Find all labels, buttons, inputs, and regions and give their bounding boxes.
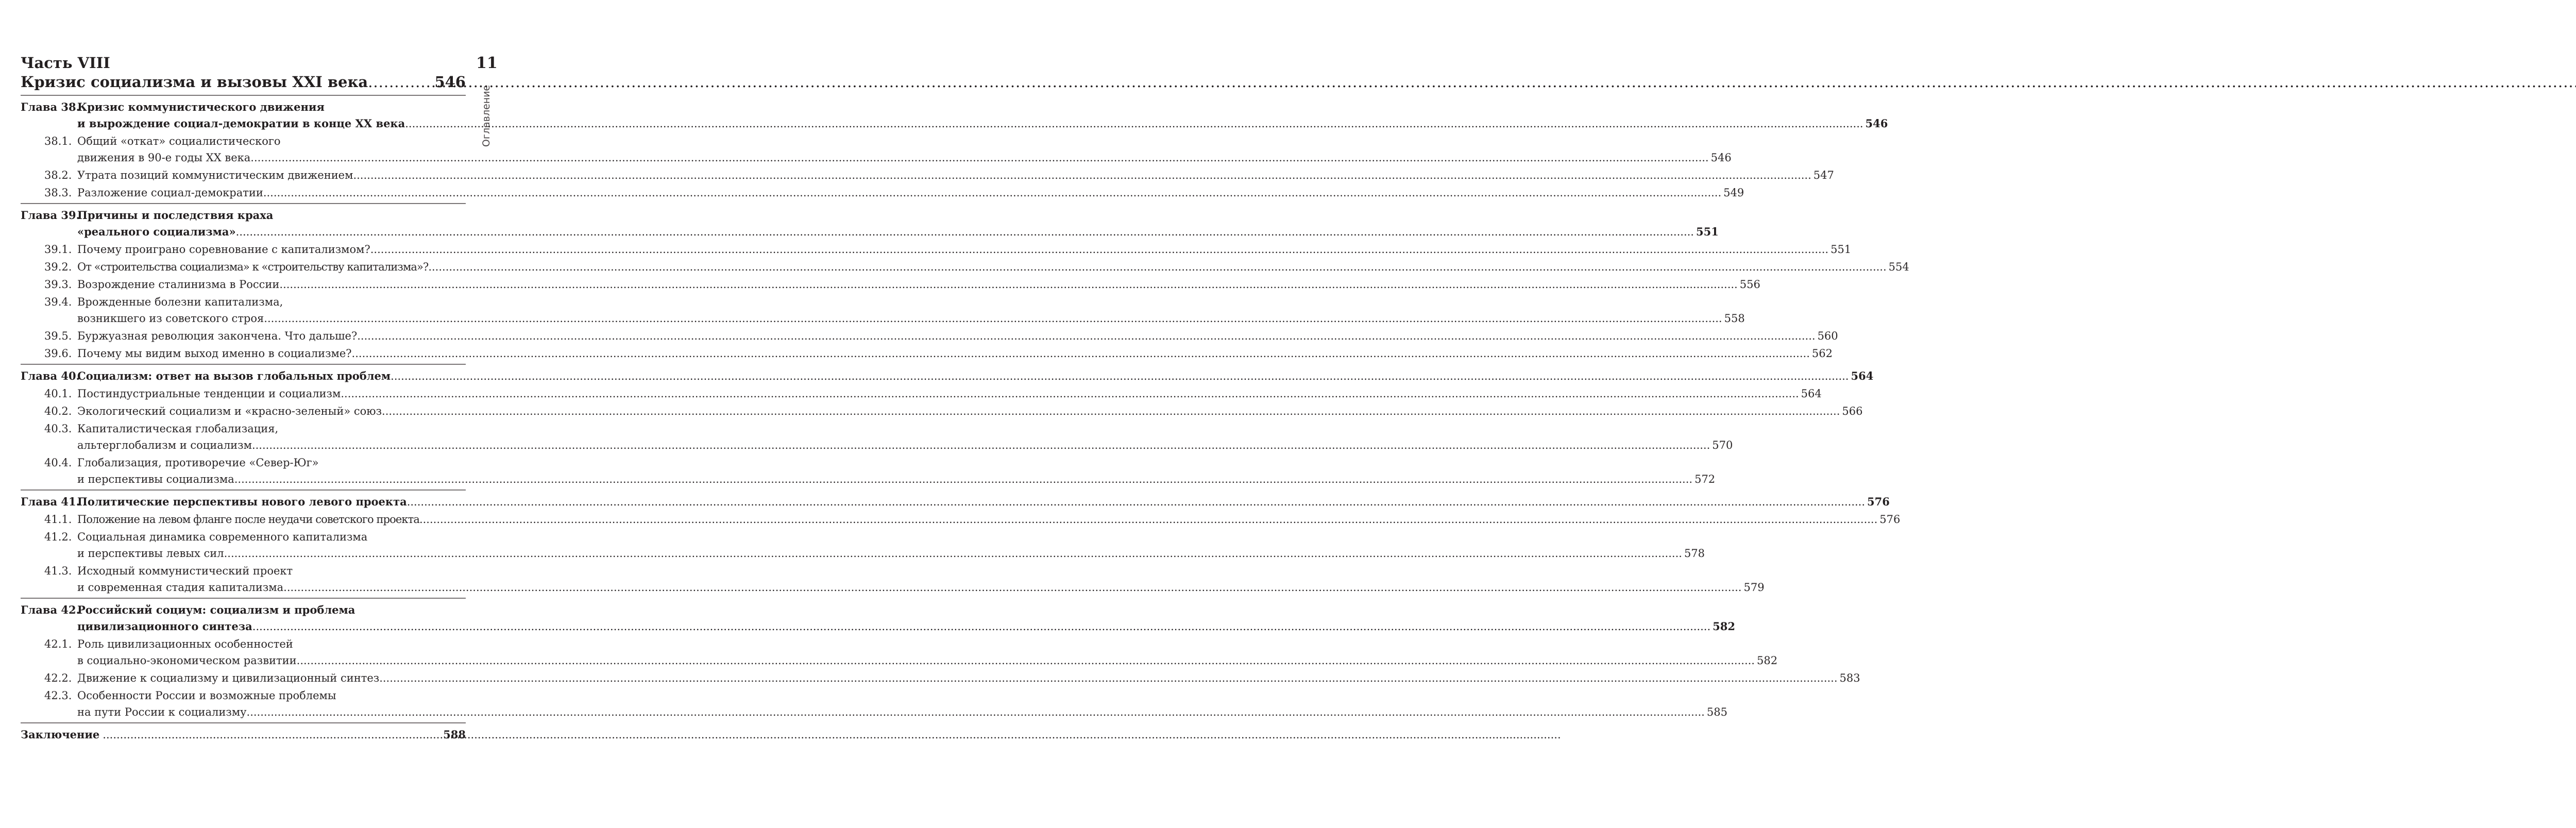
section-page: 583 <box>1839 672 1860 684</box>
chapter-page: 582 <box>1713 620 1735 633</box>
chapter-page: 576 <box>1867 495 1890 508</box>
section-page: 554 <box>1888 261 1909 273</box>
section-number: 39.6. <box>44 347 72 360</box>
chapter-title-line: Причины и последствия краха <box>77 209 274 222</box>
section-entry[interactable] <box>21 670 1860 686</box>
section-number: 39.2. <box>44 261 72 273</box>
chapter-page: 564 <box>1851 369 1874 382</box>
section-number: 40.4. <box>44 457 72 469</box>
section-entry[interactable] <box>21 276 1760 293</box>
section-title-line: Почему проиграно соревнование с капитализмом? <box>77 243 370 256</box>
section-number: 40.1. <box>44 387 72 400</box>
section-number: 42.1. <box>44 638 72 650</box>
section-page: 576 <box>1879 513 1901 526</box>
section-page: 566 <box>1842 405 1863 417</box>
chapter-page: 551 <box>1696 225 1719 238</box>
chapter-entry[interactable] <box>21 207 1719 240</box>
chapter-number: Глава 41. <box>21 495 80 508</box>
section-number: 39.5. <box>44 330 72 342</box>
section-title-line: Движение к социализму и цивилизационный синтез <box>77 672 380 684</box>
section-entry[interactable] <box>21 259 1909 275</box>
section-title-line: Разложение социал-демократии <box>77 187 263 199</box>
section-title-line: Утрата позиций коммунистическим движением <box>77 169 353 181</box>
chapter-41 <box>21 489 1901 598</box>
part-page: 546 <box>434 73 466 91</box>
section-page: 579 <box>1743 581 1765 594</box>
section-title-line: Положение на левом фланге после неудачи советского проекта <box>77 513 419 526</box>
dot-leader <box>419 511 1877 528</box>
section-page: 578 <box>1684 547 1705 560</box>
section-entry[interactable] <box>21 294 1745 327</box>
section-page: 564 <box>1801 387 1822 400</box>
section-page: 551 <box>1831 243 1852 256</box>
dot-leader <box>352 345 1810 362</box>
section-page: 572 <box>1694 473 1716 485</box>
dot-leader <box>99 726 441 743</box>
section-page: 549 <box>1723 187 1744 199</box>
section-entry[interactable] <box>21 511 1901 528</box>
dot-leader <box>224 545 1682 562</box>
dot-leader <box>250 149 1708 166</box>
section-title-line: Социальная динамика современного капитализма <box>77 531 368 543</box>
chapter-42 <box>21 598 1860 722</box>
section-number: 42.3. <box>44 689 72 702</box>
dot-leader <box>428 259 1886 275</box>
dot-leader <box>407 494 1865 510</box>
dot-leader <box>341 385 1799 402</box>
chapter-title-line: Социализм: ответ на вызов глобальных проблем <box>77 369 391 382</box>
dot-leader <box>368 72 433 92</box>
section-number: 40.3. <box>44 423 72 435</box>
chapter-page: 546 <box>1865 117 1888 130</box>
chapter-title-line: и вырождение социал-демократии в конце XX века <box>77 117 405 130</box>
chapter-number: Глава 39. <box>21 209 80 222</box>
section-title-line: движения в 90-е годы XX века <box>77 151 251 164</box>
section-title-line: на пути России к социализму <box>77 706 247 718</box>
chapter-40 <box>21 364 1874 489</box>
chapter-number: Глава 38. <box>21 100 80 113</box>
section-title-line: возникшего из советского строя <box>77 312 264 325</box>
chapter-title-line: Кризис коммунистического движения <box>77 100 325 113</box>
section-title-line: От «строительства социализма» к «строительству капитализма»? <box>77 261 429 273</box>
section-entry[interactable] <box>21 328 1838 344</box>
section-entry[interactable] <box>21 133 1732 166</box>
dot-leader <box>263 184 1721 201</box>
section-entry[interactable] <box>21 167 1834 183</box>
section-title-line: Почему мы видим выход именно в социализме? <box>77 347 352 360</box>
dot-leader <box>234 471 1692 487</box>
part-title-entry[interactable] <box>21 72 466 92</box>
section-entry[interactable] <box>21 345 1833 362</box>
dot-leader <box>283 579 1741 596</box>
dot-leader <box>264 310 1722 327</box>
dot-leader <box>247 704 1705 720</box>
section-entry[interactable] <box>21 636 1778 669</box>
dot-leader <box>279 276 1737 293</box>
section-page: 570 <box>1712 439 1733 451</box>
dot-leader <box>379 670 1837 686</box>
chapter-title-line: цивилизационного синтеза <box>77 620 252 633</box>
section-page: 558 <box>1724 312 1745 325</box>
chapter-title-line: Политические перспективы нового левого проекта <box>77 495 407 508</box>
dot-leader <box>382 403 1840 419</box>
section-entry[interactable] <box>21 241 1852 258</box>
part-title: Кризис социализма и вызовы XXI века <box>21 73 368 91</box>
section-title-line: и перспективы социализма <box>77 473 234 485</box>
section-entry[interactable] <box>21 184 1744 201</box>
section-number: 38.2. <box>44 169 72 181</box>
chapter-39 <box>21 203 1909 364</box>
dot-leader <box>252 618 1710 635</box>
section-number: 42.2. <box>44 672 72 684</box>
section-entry[interactable] <box>21 420 1733 453</box>
section-number: 38.3. <box>44 187 72 199</box>
section-page: 582 <box>1756 654 1778 667</box>
section-number: 41.3. <box>44 565 72 577</box>
conclusion-entry[interactable] <box>21 722 466 743</box>
running-head: Оглавление <box>481 85 492 147</box>
section-title-line: Капиталистическая глобализация, <box>77 423 279 435</box>
dot-leader <box>370 241 1828 258</box>
conclusion-title: Заключение <box>21 728 100 741</box>
section-page: 562 <box>1811 347 1833 360</box>
section-entry[interactable] <box>21 563 1765 596</box>
section-title-line: Исходный коммунистический проект <box>77 565 293 577</box>
section-number: 41.1. <box>44 513 72 526</box>
section-title-line: Экологический социализм и «красно-зеленый» союз <box>77 405 382 417</box>
section-page: 556 <box>1739 278 1760 291</box>
section-title-line: Врожденные болезни капитализма, <box>77 296 283 308</box>
section-title-line: и перспективы левых сил <box>77 547 224 560</box>
section-title-line: Глобализация, противоречие «Север-Юг» <box>77 457 319 469</box>
section-number: 39.3. <box>44 278 72 291</box>
part-label: Часть VIII <box>21 54 110 72</box>
dot-leader <box>391 368 1849 384</box>
chapter-entry[interactable] <box>21 602 1735 635</box>
chapter-entry[interactable] <box>21 494 1890 510</box>
section-page: 560 <box>1817 330 1838 342</box>
section-title-line: Буржуазная революция закончена. Что дальше? <box>77 330 358 342</box>
dot-leader <box>353 167 1811 183</box>
dot-leader <box>297 652 1755 669</box>
section-page: 547 <box>1813 169 1834 181</box>
dot-leader <box>252 437 1710 453</box>
section-title-line: Общий «откат» социалистического <box>77 135 281 147</box>
chapter-title-line: Российский социум: социализм и проблема <box>77 603 355 616</box>
chapter-title-line: «реального социализма» <box>77 225 236 238</box>
section-entry[interactable] <box>21 385 1822 402</box>
section-entry[interactable] <box>21 454 1716 487</box>
section-page: 546 <box>1710 151 1732 164</box>
section-title-line: и современная стадия капитализма <box>77 581 284 594</box>
section-number: 39.4. <box>44 296 72 308</box>
page-number: 11 <box>476 54 498 72</box>
section-entry[interactable] <box>21 403 1863 419</box>
conclusion-page: 588 <box>443 728 466 741</box>
dot-leader <box>357 328 1815 344</box>
dot-leader <box>236 224 1694 240</box>
section-title-line: в социально-экономическом развитии <box>77 654 297 667</box>
section-entry[interactable] <box>21 687 1727 720</box>
chapter-number: Глава 40. <box>21 369 80 382</box>
section-number: 41.2. <box>44 531 72 543</box>
section-entry[interactable] <box>21 529 1705 562</box>
section-number: 38.1. <box>44 135 72 147</box>
section-title-line: Роль цивилизационных особенностей <box>77 638 293 650</box>
section-title-line: Постиндустриальные тенденции и социализм <box>77 387 341 400</box>
chapter-number: Глава 42. <box>21 603 80 616</box>
section-number: 40.2. <box>44 405 72 417</box>
section-number: 39.1. <box>44 243 72 256</box>
section-title-line: альтерглобализм и социализм <box>77 439 252 451</box>
dot-leader <box>405 115 1863 132</box>
chapter-entry[interactable] <box>21 368 1874 384</box>
section-page: 585 <box>1706 706 1727 718</box>
section-title-line: Особенности России и возможные проблемы <box>77 689 336 702</box>
section-title-line: Возрождение сталинизма в России <box>77 278 280 291</box>
